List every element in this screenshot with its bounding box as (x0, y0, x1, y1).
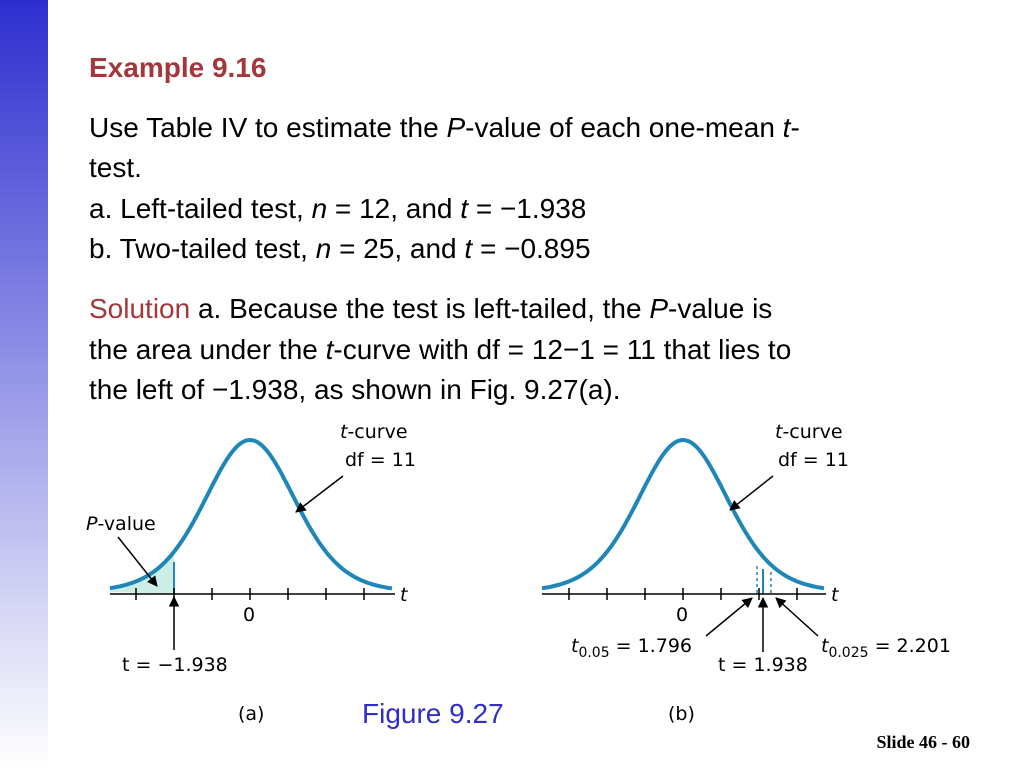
t0025-arrow (776, 598, 818, 636)
df-label-a: df = 11 (345, 449, 416, 471)
df-label-b: df = 11 (778, 449, 849, 471)
t0025-label: $t_{0.025} = 2.201$ (821, 635, 951, 661)
axis-var-a: t (400, 584, 408, 606)
figure-a (86, 421, 416, 725)
problem-line-1: Use Table IV to estimate the P-value of each one-mean t- (89, 112, 800, 143)
curve-label-b: t-curve (775, 421, 843, 443)
solution-line-1: Solution a. Because the test is left-tailed, the P-value is (89, 293, 773, 324)
solution-line-2: the area under the t-curve with df = 12−1 = 11 that lies to (89, 334, 792, 365)
zero-label-a: 0 (243, 604, 256, 626)
t005-arrow (706, 598, 752, 636)
slide-title: Example 9.16 (89, 52, 267, 83)
problem-part-b: b. Two-tailed test, n = 25, and t = −0.895 (89, 233, 591, 264)
t-value-label-a: t = −1.938 (122, 654, 228, 676)
figure-caption: Figure 9.27 (362, 698, 504, 729)
pvalue-label: P-value (86, 513, 156, 535)
curve-label-a: t-curve (340, 421, 408, 443)
solution-label: Solution (89, 293, 191, 324)
t005-label: $t_{0.05} = 1.796$ (571, 635, 693, 661)
curve-pointer-arrow-b (730, 476, 773, 510)
problem-line-2: test. (89, 152, 142, 183)
problem-part-a: a. Left-tailed test, n = 12, and t = −1.938 (89, 193, 587, 224)
slide-number: Slide 46 - 60 (876, 732, 970, 752)
panel-label-b: (b) (668, 703, 695, 725)
solution-line-3: the left of −1.938, as shown in Fig. 9.27(a). (89, 374, 621, 405)
curve-pointer-arrow-a (296, 476, 343, 512)
panel-label-a: (a) (238, 703, 265, 725)
t-value-label-b: t = 1.938 (718, 654, 808, 676)
zero-label-b: 0 (676, 604, 689, 626)
axis-var-b: t (831, 584, 839, 606)
figure-b (542, 421, 951, 725)
